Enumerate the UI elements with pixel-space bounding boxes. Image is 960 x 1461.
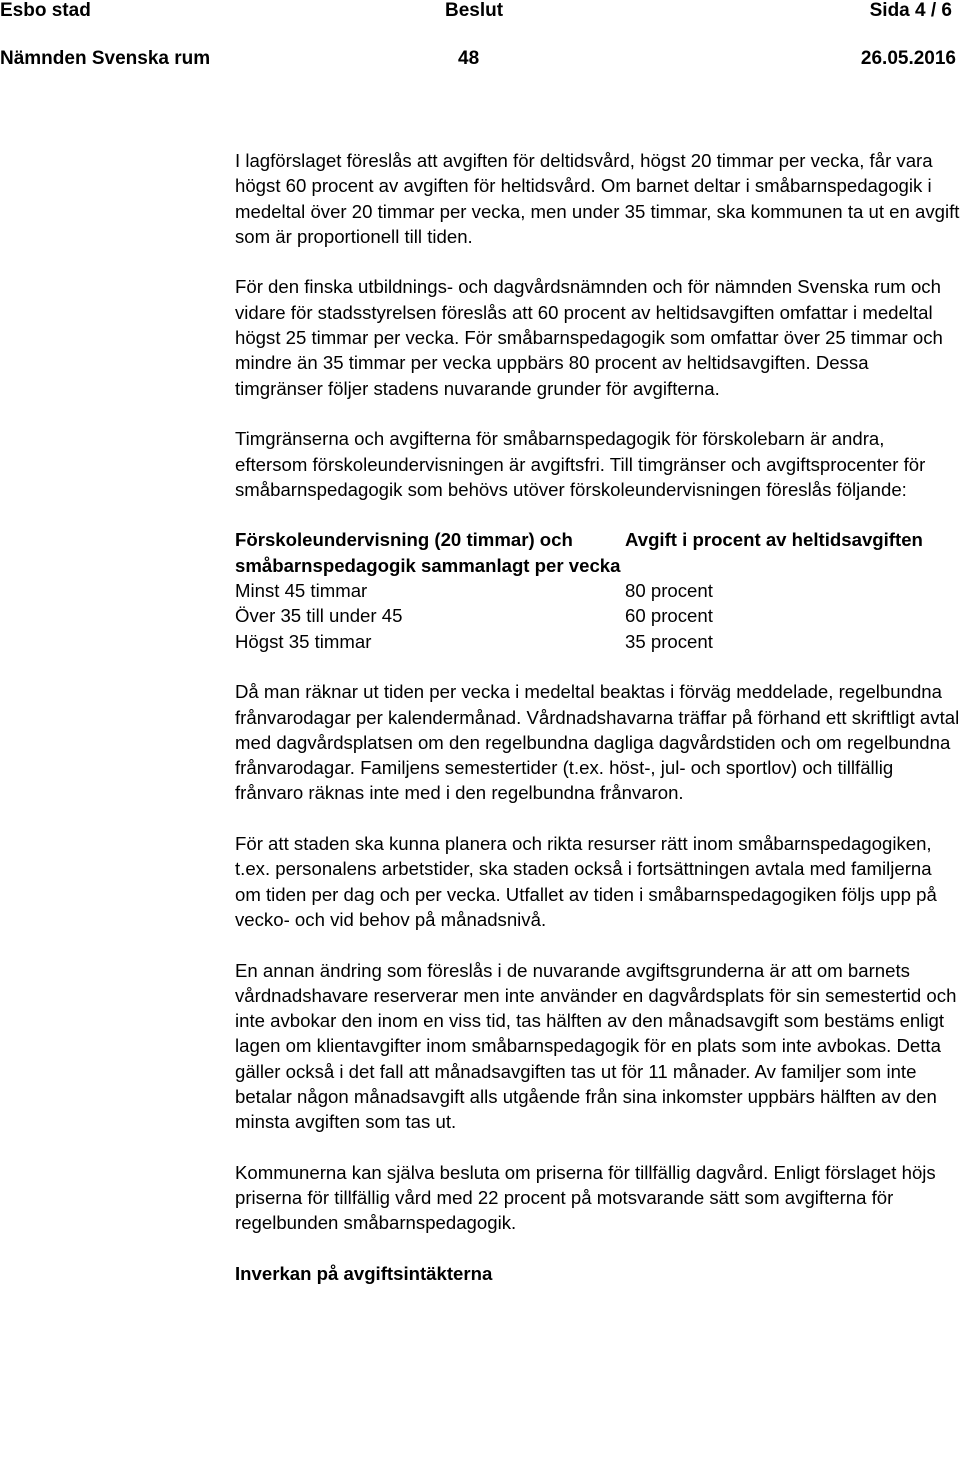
fee-table-header-hours: Förskoleundervisning (20 timmar) och småbarnspedagogik sammanlagt per vecka bbox=[235, 529, 621, 576]
fee-table bbox=[235, 527, 960, 653]
fee-table-cell-hours: Minst 45 timmar bbox=[235, 580, 368, 602]
paragraph-temporary-care-prices: Kommunerna kan själva besluta om priserna för tillfällig dagvård. Enligt förslaget höjs priserna för tillfällig vård med 22 procent på motsvarande sätt som avgifterna för regelbunden småbarnspedagogik. bbox=[235, 1161, 936, 1234]
paragraph-reservation-change: En annan ändring som föreslås i de nuvarande avgiftsgrunderna är att om barnets vårdnadshavare reserverar men inte använder en dagvårdsplats för sin semestertid och inte avbokar den inom en viss tid, tas hälften av den månadsavgift som bestäms enligt lagen om klientavgifter inom småbarnspedagogik för en plats som inte avbokas. Detta gäller också i det fall att månadsavgiften tas ut för 11 månader. Av familjer som inte betalar någon månadsavgift alls utgående från sina inkomster uppbärs hälften av den minsta avgiften som tas ut. bbox=[235, 959, 957, 1133]
fee-table-cell-percent: 35 procent bbox=[625, 630, 713, 652]
header-section-number: 48 bbox=[458, 48, 480, 69]
header-date: 26.05.2016 bbox=[860, 48, 956, 69]
section-heading: Inverkan på avgiftsintäkterna bbox=[235, 1263, 493, 1285]
fee-table-cell-hours: Högst 35 timmar bbox=[235, 630, 372, 652]
paragraph-proposal-percentages: För den finska utbildnings- och dagvårdsnämnden och för nämnden Svenska rum och vidare för stadsstyrelsen föreslås att 60 procent av heltidsavgiften omfattar i medeltal högst 25 timmar per vecka. För småbarnspedagogik som omfattar över 25 timmar och mindre än 35 timmar per vecka uppbärs 80 procent av heltidsavgiften. Dessa timgränser följer stadens nuvarande grunder för avgifterna. bbox=[235, 276, 943, 399]
paragraph-planning-resources: För att staden ska kunna planera och rikta resurser rätt inom småbarnspedagogiken, t.ex. personalens arbetstider, ska staden också i fortsättningen avtala med familjerna om tiden per dag och per vecka. Utfallet av tiden i småbarnspedagogiken följs upp på vecko- och vid behov på månadsnivå. bbox=[235, 833, 937, 930]
paragraph-weekly-average: Då man räknar ut tiden per vecka i medeltal beaktas i förväg meddelade, regelbundna frånvarodagar per kalendermånad. Vårdnadshavarna träffar på förhand ett skriftligt avtal med dagvårdsplatsen om den regelbundna dagliga dagvårdstiden och om regelbundna frånvarodagar. Familjens semestertider (t.ex. höst-, jul- och sportlov) och tillfällig frånvaro räknas inte med i den regelbundna frånvaron. bbox=[235, 681, 960, 804]
document-body bbox=[235, 148, 960, 1286]
fee-table-cell-percent: 80 procent bbox=[625, 580, 713, 602]
header-org: Esbo stad bbox=[0, 0, 91, 21]
header-page-number: Sida 4 / 6 bbox=[869, 0, 952, 21]
fee-table-header-percent: Avgift i procent av heltidsavgiften bbox=[625, 529, 923, 551]
header-doc-type: Beslut bbox=[445, 0, 504, 21]
paragraph-part-time-fee: I lagförslaget föreslås att avgiften för deltidsvård, högst 20 timmar per vecka, får vara högst 60 procent av avgiften för heltidsvård. Om barnet deltar i småbarnspedagogik i medeltal över 20 timmar per vecka, men under 35 timmar, ska kommunen ta ut en avgift som är proportionell till tiden. bbox=[235, 150, 960, 247]
fee-table-cell-hours: Över 35 till under 45 bbox=[235, 605, 403, 627]
paragraph-preschool-limits: Timgränserna och avgifterna för småbarnspedagogik för förskolebarn är andra, eftersom förskoleundervisningen är avgiftsfri. Till timgränser och avgiftsprocenter för småbarnspedagogik som behövs utöver förskoleundervisningen föreslås följande: bbox=[235, 428, 926, 500]
header-committee: Nämnden Svenska rum bbox=[0, 48, 211, 69]
fee-table-cell-percent: 60 procent bbox=[625, 605, 713, 627]
